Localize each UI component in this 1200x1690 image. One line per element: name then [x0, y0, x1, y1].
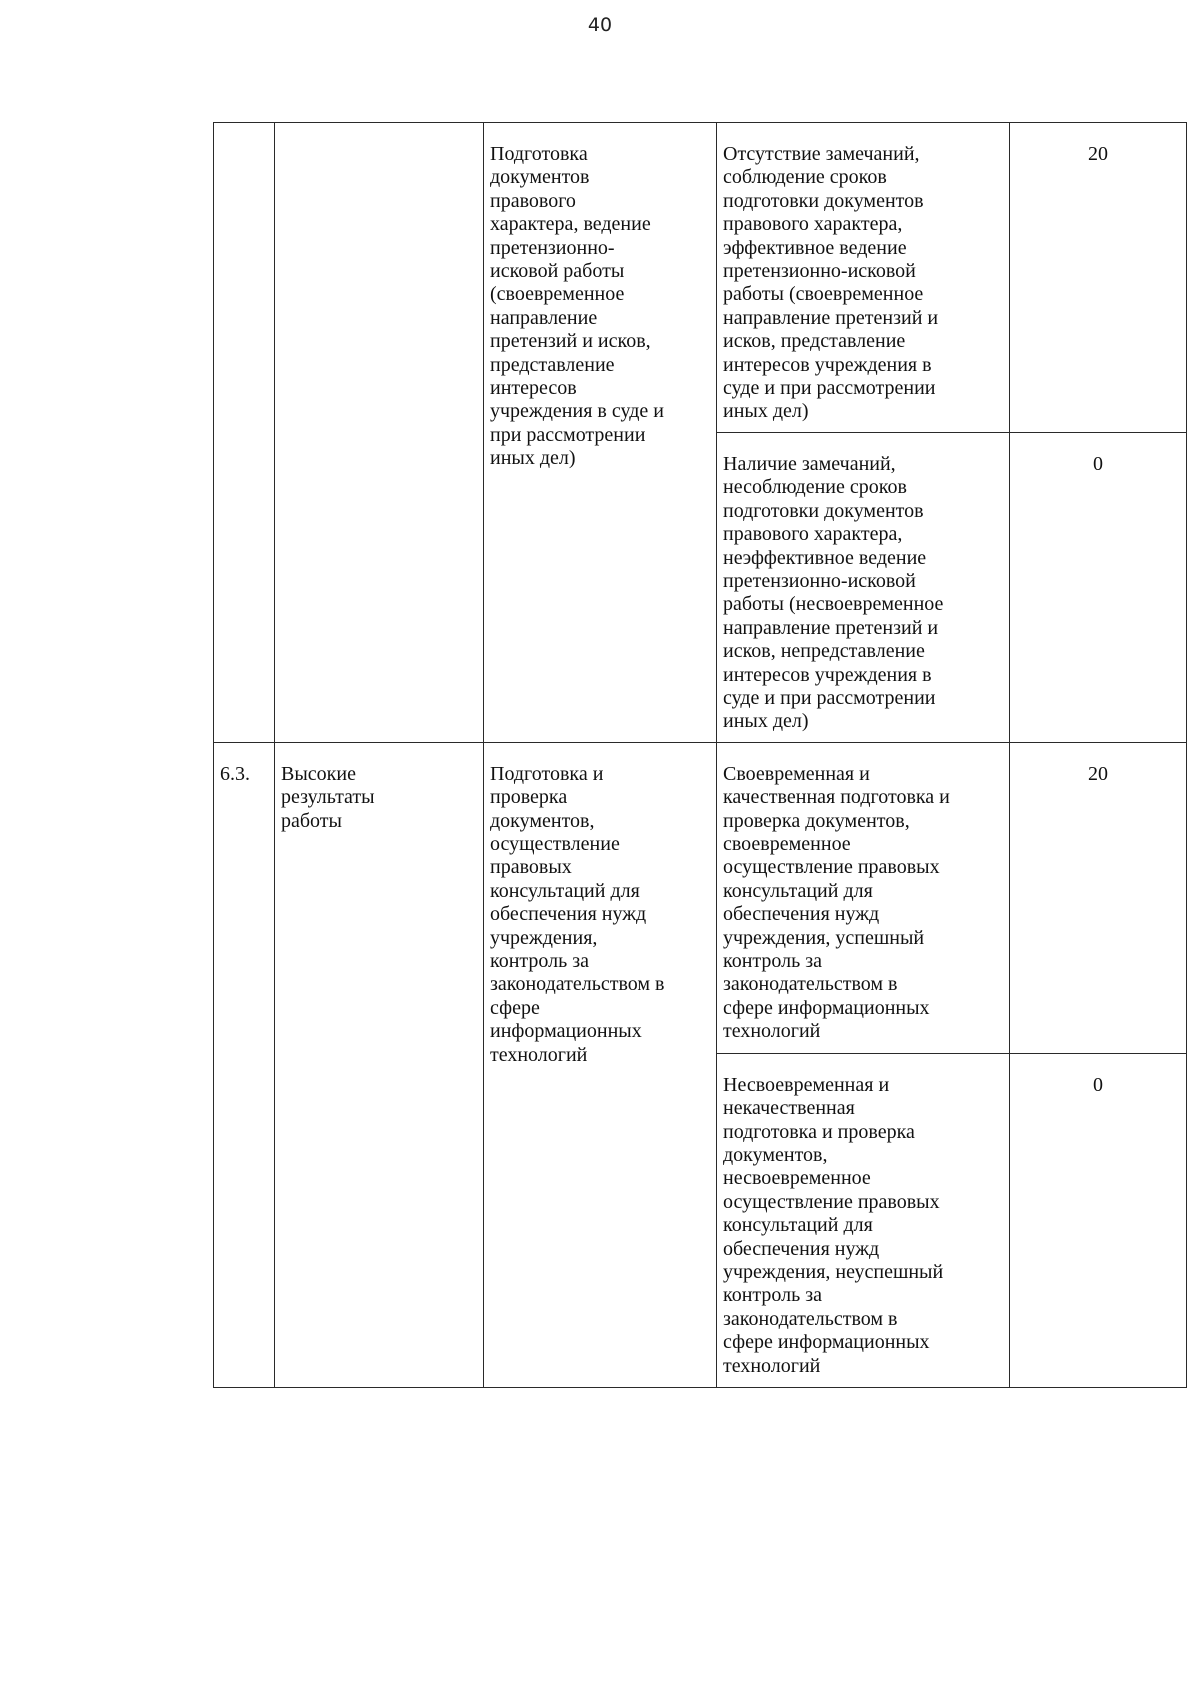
criterion-cell	[717, 742, 1010, 1053]
table-row	[214, 742, 1187, 1053]
criterion-text: Несвоевременная и некачественная подготовка и проверка документов, несвоевременное осуществление правовых консультаций для обеспечения нужд учреждения, неуспешный контроль за законодательством в сфере информационных технологий	[723, 1073, 944, 1377]
item-number-cell	[214, 742, 275, 1387]
criterion-name-cell	[275, 123, 484, 743]
criterion-cell	[717, 123, 1010, 433]
points-value: 20	[1088, 762, 1108, 785]
criterion-name: Высокие результаты работы	[281, 762, 375, 832]
points-cell	[1010, 742, 1187, 1053]
criterion-cell	[717, 432, 1010, 742]
criterion-text: Отсутствие замечаний, соблюдение сроков подготовки документов правового характера, эффективное ведение претензионно-исковой работы (своевременное направление претензий и исков, представление интересов учреждения в суде и при рассмотрении иных дел)	[723, 143, 939, 423]
points-cell	[1010, 1053, 1187, 1387]
criterion-text: Наличие замечаний, несоблюдение сроков подготовки документов правового характера, неэффективное ведение претензионно-исковой работы (несвоевременное направление претензий и исков, непредставление интересов учреждения в суде и при рассмотрении иных дел)	[723, 452, 944, 733]
criteria-table	[213, 122, 1187, 1388]
item-number-cell	[214, 123, 275, 743]
criterion-text: Своевременная и качественная подготовка и проверка документов, своевременное осуществление правовых консультаций для обеспечения нужд учреждения, успешный контроль за законодательством в сфере информационных технологий	[723, 762, 950, 1043]
criterion-name-cell	[275, 742, 484, 1387]
item-number: 6.3.	[220, 762, 250, 785]
points-cell	[1010, 432, 1187, 742]
indicator-cell	[484, 742, 717, 1387]
points-value: 20	[1088, 143, 1108, 165]
indicator-cell	[484, 123, 717, 743]
indicator-text: Подготовка и проверка документов, осуществление правовых консультаций для обеспечения нужд учреждения, контроль за законодательством в сфере информационных технологий	[490, 762, 665, 1066]
points-cell	[1010, 123, 1187, 433]
page-number: 40	[587, 14, 613, 36]
criterion-cell	[717, 1053, 1010, 1387]
points-value: 0	[1093, 452, 1103, 475]
points-value: 0	[1093, 1073, 1103, 1096]
indicator-text: Подготовка документов правового характера, ведение претензионно- исковой работы (своевременное направление претензий и исков, представление интересов учреждения в суде и при рассмотрении иных дел)	[490, 143, 664, 470]
table-row	[214, 123, 1187, 433]
